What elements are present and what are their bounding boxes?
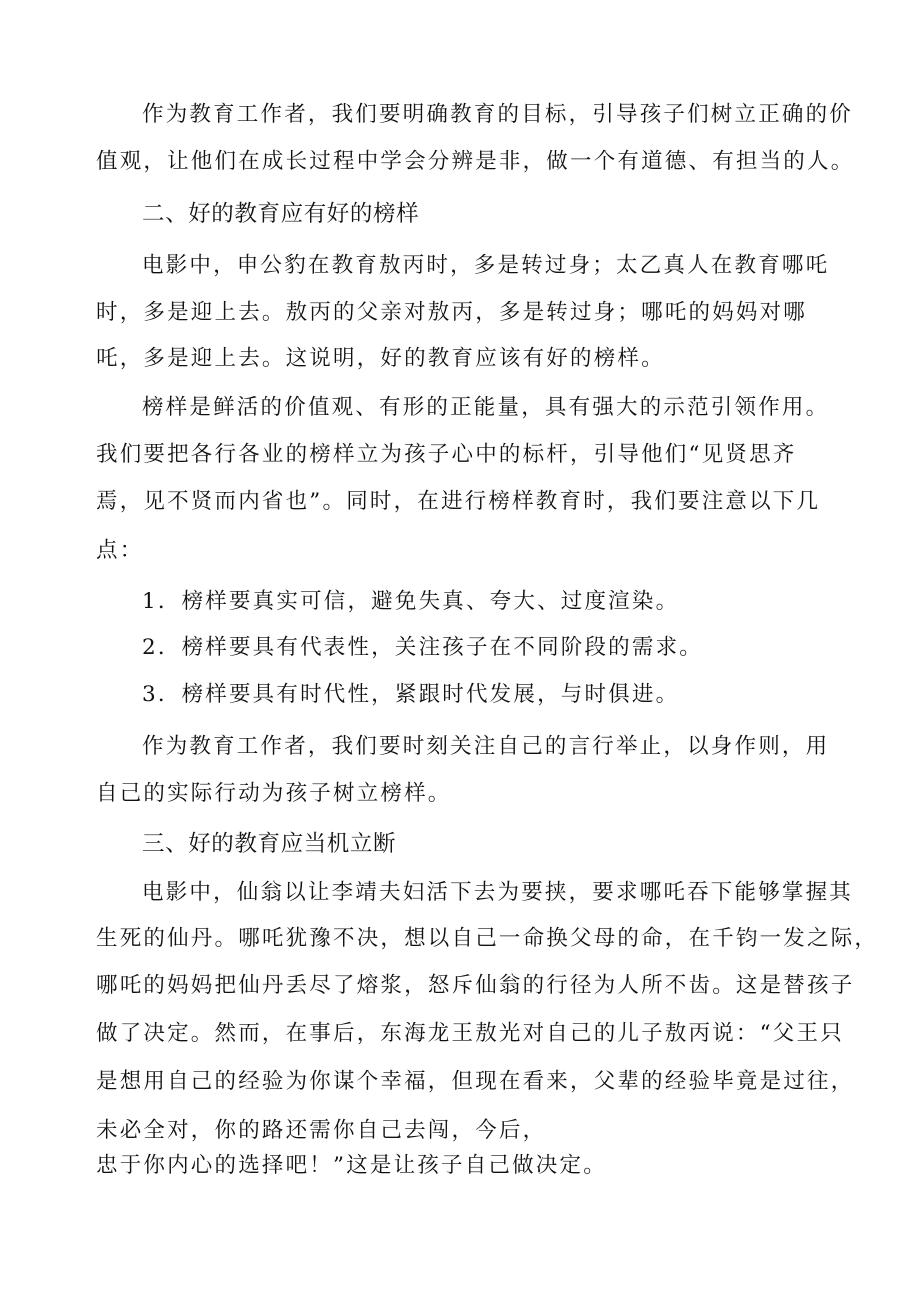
paragraph-line: 焉，见不贤而内省也”。同时，在进行榜样教育时，我们要注意以下几 bbox=[96, 489, 821, 514]
list-item: 2．榜样要具有代表性，关注孩子在不同阶段的需求。 bbox=[142, 635, 703, 660]
paragraph-line: 生死的仙丹。哪吒犹豫不决，想以自己一命换父母的命，在千钧一发之际， bbox=[96, 926, 879, 951]
paragraph-line: 自己的实际行动为孩子树立榜样。 bbox=[96, 781, 452, 806]
paragraph-line: 时，多是迎上去。敖丙的父亲对敖丙，多是转过身；哪吒的妈妈对哪 bbox=[96, 300, 808, 325]
paragraph-line: 我们要把各行各业的榜样立为孩子心中的标杆，引导他们“见贤思齐 bbox=[96, 442, 797, 467]
paragraph-line: 作为教育工作者，我们要时刻关注自己的言行举止，以身作则，用 bbox=[142, 734, 830, 759]
paragraph-line: 榜样是鲜活的价值观、有形的正能量，具有强大的示范引领作用。 bbox=[142, 395, 830, 420]
paragraph-line: 哪吒的妈妈把仙丹丢尽了熔浆，怒斥仙翁的行径为人所不齿。这是替孩子 bbox=[96, 973, 855, 998]
paragraph-line: 点： bbox=[96, 538, 144, 563]
paragraph-line: 忠于你内心的选择吧！”这是让孩子自己做决定。 bbox=[96, 1153, 607, 1178]
paragraph-line: 值观，让他们在成长过程中学会分辨是非，做一个有道德、有担当的人。 bbox=[96, 149, 855, 174]
list-item: 1．榜样要真实可信，避免失真、夸大、过度渲染。 bbox=[142, 589, 680, 614]
paragraph-line: 作为教育工作者，我们要明确教育的目标，引导孩子们树立正确的价 bbox=[142, 102, 854, 127]
paragraph-line: 电影中，申公豹在教育敖丙时，多是转过身；太乙真人在教育哪吒 bbox=[142, 253, 830, 278]
list-item: 3．榜样要具有时代性，紧跟时代发展，与时俱进。 bbox=[142, 682, 680, 707]
paragraph-line: 电影中，仙翁以让李靖夫妇活下去为要挟，要求哪吒吞下能够掌握其 bbox=[142, 880, 854, 905]
paragraph-line: 未必全对，你的路还需你自己去闯，今后， bbox=[96, 1118, 547, 1143]
paragraph-line: 做了决定。然而，在事后，东海龙王敖光对自己的儿子敖丙说：“父王只 bbox=[96, 1021, 844, 1046]
paragraph-line: 是想用自己的经验为你谋个幸福，但现在看来，父辈的经验毕竟是过往， bbox=[96, 1069, 855, 1094]
paragraph-line: 吒，多是迎上去。这说明，好的教育应该有好的榜样。 bbox=[96, 346, 665, 371]
section-heading: 二、好的教育应有好的榜样 bbox=[142, 201, 420, 227]
section-heading: 三、好的教育应当机立断 bbox=[142, 831, 397, 857]
